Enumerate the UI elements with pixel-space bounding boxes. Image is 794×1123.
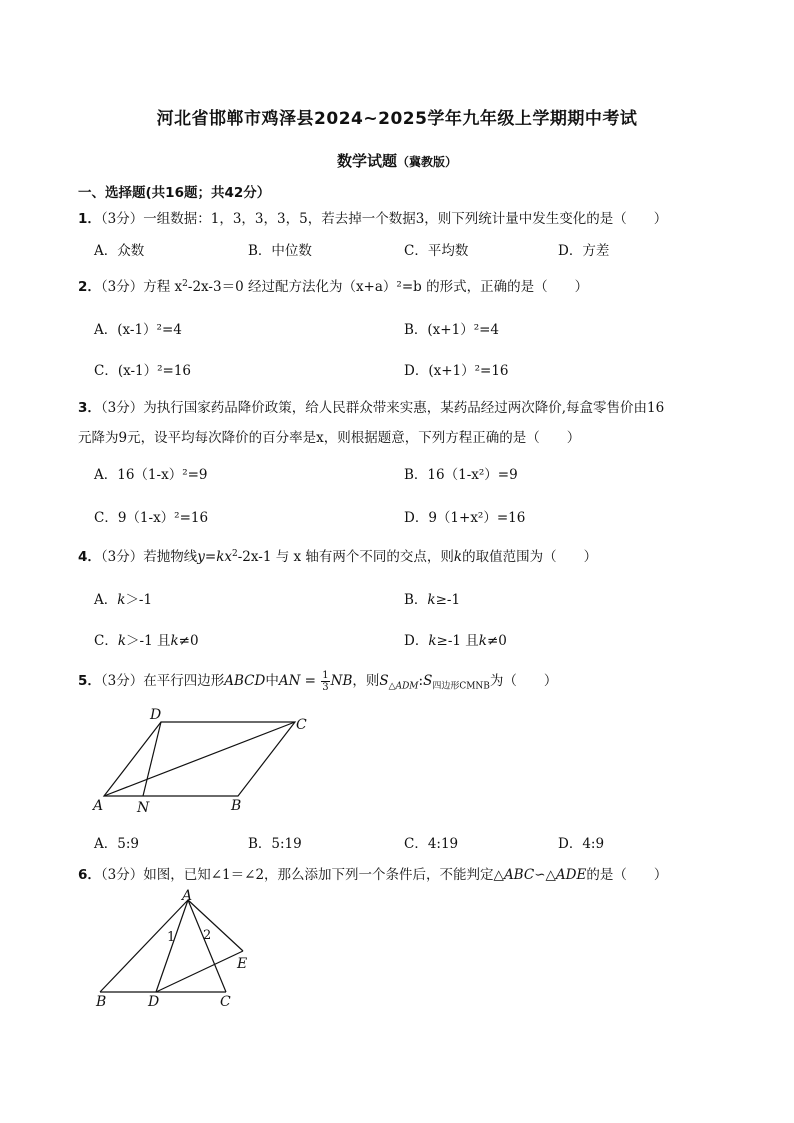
option-b: B．(x+1）²=4: [404, 322, 500, 338]
segment-de: [156, 951, 243, 992]
question-text-line1: （3分）为执行国家药品降价政策，给人民群众带来实惠，某药品经过两次降价,每盒零售价由16: [100, 400, 665, 416]
question-4: [78, 545, 597, 565]
label-c: C: [296, 717, 307, 733]
option-label: C．: [94, 633, 118, 649]
option-a: A．5:9: [94, 836, 139, 852]
option-label: A．: [94, 592, 118, 608]
question-2: [78, 275, 588, 295]
similar-sign: ∽△: [534, 867, 556, 883]
exponent: 2: [232, 549, 238, 559]
segment-ad: [156, 900, 188, 992]
question-text: ，则: [352, 673, 380, 689]
option-text: ≠0: [486, 633, 507, 649]
label-d: D: [150, 707, 162, 723]
var-s: S: [379, 673, 389, 689]
question-3: [78, 396, 664, 416]
var-nb: NB: [330, 673, 353, 689]
colon: :: [418, 673, 424, 689]
question-number: 3．: [78, 400, 101, 416]
var-k: k: [170, 633, 179, 649]
var-an: AN: [278, 673, 301, 689]
angle-label-2: 2: [203, 928, 212, 943]
equals-sign: =: [300, 673, 321, 689]
option-d: [404, 629, 507, 649]
option-b: [404, 588, 460, 608]
question-text-pre: （3分）方程 x: [100, 279, 183, 295]
question-text: 中: [265, 673, 279, 689]
fraction-numerator: 1: [322, 670, 329, 681]
question-3-line2: 元降为9元，设平均每次降价的百分率是x，则根据题意，下列方程正确的是（ ）: [78, 430, 581, 446]
question-text-mid: -2x-1 与 x 轴有两个不同的交点，则: [237, 549, 454, 565]
option-d: D．9（1+x²）=16: [404, 510, 526, 526]
question-number: 4．: [78, 549, 101, 565]
option-text: ＞-1: [125, 592, 153, 608]
var-k: k: [117, 633, 127, 649]
var-s: S: [423, 673, 433, 689]
label-e: E: [237, 956, 248, 972]
label-n: N: [137, 800, 150, 816]
var-abc: ABC: [503, 867, 535, 883]
option-a: A．16（1-x）²=9: [94, 467, 208, 483]
option-a: A．众数: [94, 243, 145, 259]
label-d: D: [148, 994, 160, 1010]
parallelogram-figure: [90, 705, 330, 820]
question-text-post: -2x-3＝0 经过配方法化为（x+a）²=b 的形式，正确的是（ ）: [187, 279, 589, 295]
option-text: ＞-1 且: [126, 633, 171, 649]
question-text-pre: （3分）在平行四边形: [100, 673, 225, 689]
question-text-pre: （3分）如图，已知∠1＝∠2，那么添加下列一个条件后，不能判定△: [100, 867, 504, 883]
question-number: 1．: [78, 211, 101, 227]
var-abcd: ABCD: [224, 673, 266, 689]
angle-label-1: 1: [167, 930, 176, 945]
var-kx: kx: [216, 549, 232, 565]
label-a: A: [182, 888, 193, 904]
option-c: C．平均数: [404, 243, 469, 259]
option-label: B．: [404, 592, 428, 608]
question-text: （3分）一组数据：1，3，3，3，5，若去掉一个数据3，则下列统计量中发生变化的是（ ）: [100, 211, 668, 227]
option-b: B．5:19: [248, 836, 302, 852]
var-k: k: [453, 549, 463, 565]
segment-ab: [100, 900, 188, 992]
option-c: [94, 629, 199, 649]
option-b: B．16（1-x²）=9: [404, 467, 518, 483]
question-6: [78, 863, 667, 883]
var-k: k: [428, 633, 437, 649]
subscript: △ADM: [388, 681, 419, 692]
label-c: C: [220, 994, 231, 1010]
label-b: B: [231, 798, 242, 814]
question-text-pre: （3分）若抛物线: [100, 549, 198, 565]
segment-ae: [188, 900, 243, 951]
option-c: C．4:19: [404, 836, 459, 852]
subscript: 四边形CMNB: [432, 681, 490, 692]
question-number: 6．: [78, 867, 101, 883]
fraction: [321, 670, 329, 693]
option-d: D．(x+1）²=16: [404, 363, 509, 379]
option-text: ≥-1: [435, 592, 461, 608]
question-1: [78, 207, 667, 227]
var-y: y: [197, 549, 205, 565]
option-a: A．(x-1）²=4: [94, 322, 182, 338]
question-text-post: 为（ ）: [489, 673, 558, 689]
subtitle-text: 数学试题: [336, 152, 397, 170]
edition-text: （冀教版）: [397, 155, 458, 169]
segment-ac: [188, 900, 226, 992]
section-heading: 一、选择题(共16题；共42分）: [78, 185, 271, 201]
question-text-post: 的取值范围为（ ）: [462, 549, 598, 565]
option-text: ≠0: [178, 633, 199, 649]
question-number: 5．: [78, 673, 101, 689]
page-subtitle: [0, 150, 794, 171]
question-number: 2．: [78, 279, 101, 295]
label-b: B: [96, 994, 107, 1010]
option-c: C．9（1-x）²=16: [94, 510, 209, 526]
option-c: C．(x-1）²=16: [94, 363, 192, 379]
option-label: D．: [404, 633, 429, 649]
question-text-post: 的是（ ）: [586, 867, 668, 883]
label-a: A: [93, 798, 104, 814]
var-k: k: [117, 592, 126, 608]
exponent: 2: [182, 279, 188, 289]
equals-sign: =: [204, 549, 217, 565]
fraction-denominator: 3: [322, 682, 329, 693]
triangle-figure: [90, 888, 270, 1013]
var-ade: ADE: [555, 867, 587, 883]
option-d: D．4:9: [558, 836, 605, 852]
question-5: [78, 669, 557, 693]
option-text: ≥-1 且: [436, 633, 479, 649]
option-d: D．方差: [558, 243, 610, 259]
option-a: [94, 588, 152, 608]
option-b: B．中位数: [248, 243, 312, 259]
var-k: k: [478, 633, 487, 649]
var-k: k: [427, 592, 436, 608]
page-title: 河北省邯郸市鸡泽县2024~2025学年九年级上学期期中考试: [156, 109, 638, 129]
